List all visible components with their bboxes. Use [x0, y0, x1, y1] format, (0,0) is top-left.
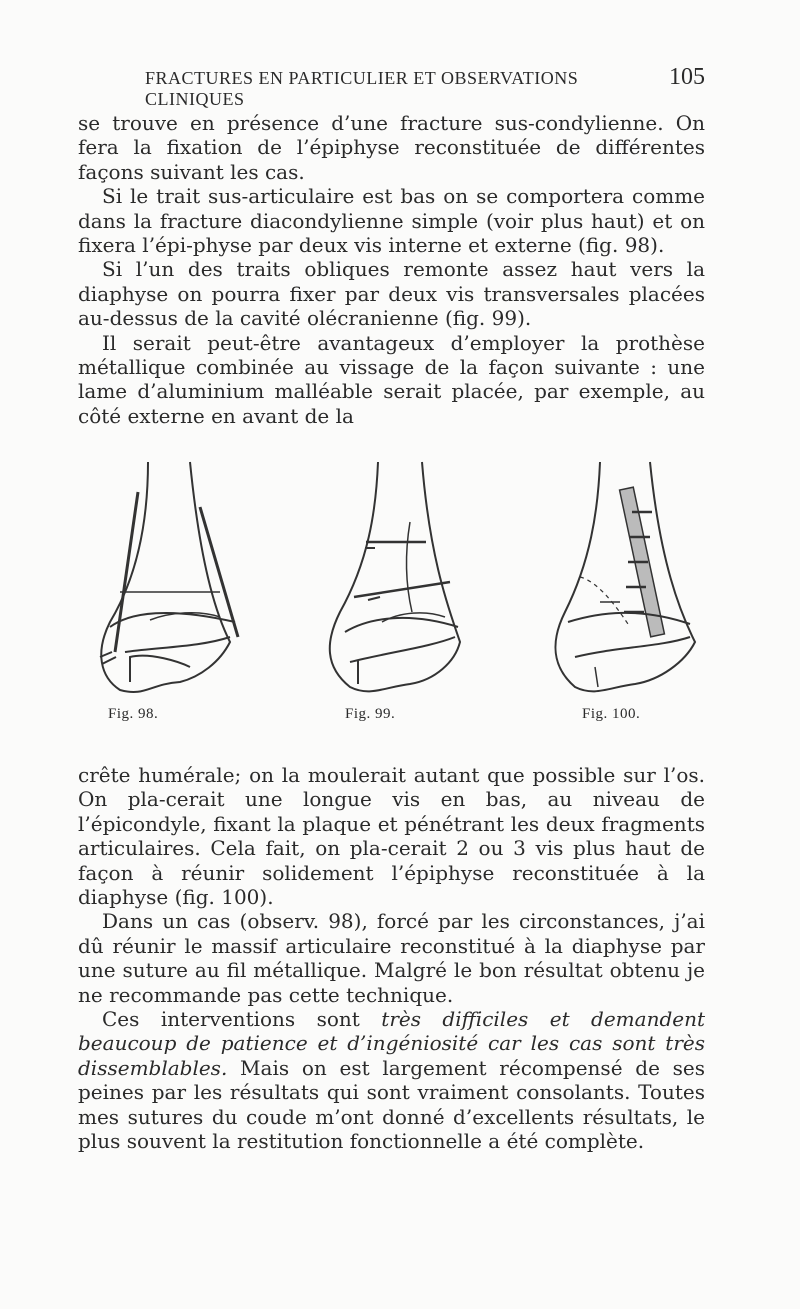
figure-98-caption: Fig. 98.	[108, 706, 159, 722]
figure-98-illustration	[90, 452, 250, 697]
paragraph-7-start: Ces interventions sont	[102, 1007, 382, 1032]
figure-99-illustration	[310, 452, 480, 697]
figure-99-caption: Fig. 99.	[345, 706, 396, 722]
figure-100-caption: Fig. 100.	[582, 706, 641, 722]
paragraph-4: Il serait peut-être avantageux d’employer la prothèse métallique combinée au vissage de la façon suivante : une lame d’aluminium malléable serait placée, par exemple, au côté externe en avant de la	[78, 330, 705, 428]
running-title: FRACTURES EN PARTICULIER ET OBSERVATIONS CLINIQUES	[145, 68, 579, 109]
paragraph-7	[78, 1007, 705, 1153]
paragraph-1: se trouve en présence d’une fracture sus-condylienne. On fera la fixation de l’épiphyse reconstituée de différentes façons suivant les cas.	[78, 111, 705, 184]
paragraph-2: Si le trait sus-articulaire est bas on se comportera comme dans la fracture diacondylienne simple (voir plus haut) et on fixera l’épi-physe par deux vis interne et externe (fig. 98).	[78, 184, 705, 258]
paragraph-3: Si l’un des traits obliques remonte assez haut vers la diaphyse on pourra fixer par deux vis transversales placées au-dessus de la cavité olécranienne (fig. 99).	[78, 257, 705, 331]
page-number: 105	[669, 64, 705, 90]
figure-100-illustration	[540, 452, 710, 697]
figures-row	[90, 452, 730, 722]
paragraph-6: Dans un cas (observ. 98), forcé par les circonstances, j’ai dû réunir le massif articulaire reconstitué à la diaphyse par une suture au fil métallique. Malgré le bon résultat obtenu je ne recommande pas cette technique.	[78, 909, 705, 1007]
body-text-bottom	[78, 763, 705, 1154]
running-header	[145, 64, 705, 110]
body-text-top	[78, 111, 705, 428]
paragraph-5: crête humérale; on la moulerait autant que possible sur l’os. On pla-cerait une longue vis en bas, au niveau de l’épicondyle, fixant la plaque et pénétrant les deux fragments articulaires. Cela fait, on pla-cerait 2 ou 3 vis plus haut de façon à réunir solidement l’épiphyse reconstituée à la diaphyse (fig. 100).	[78, 763, 705, 910]
paragraph-7-emphasis: très difficiles et demandent beaucoup de patience et d’ingéniosité car les cas sont très dissemblables.	[78, 1007, 706, 1080]
paragraph-7-end: Mais on est largement récompensé de ses peines par les résultats qui sont vraiment consolants. Toutes mes sutures du coude m’ont donné d’excellents résultats, le plus souvent la restitution fonctionnelle a été complète.	[78, 1055, 705, 1154]
